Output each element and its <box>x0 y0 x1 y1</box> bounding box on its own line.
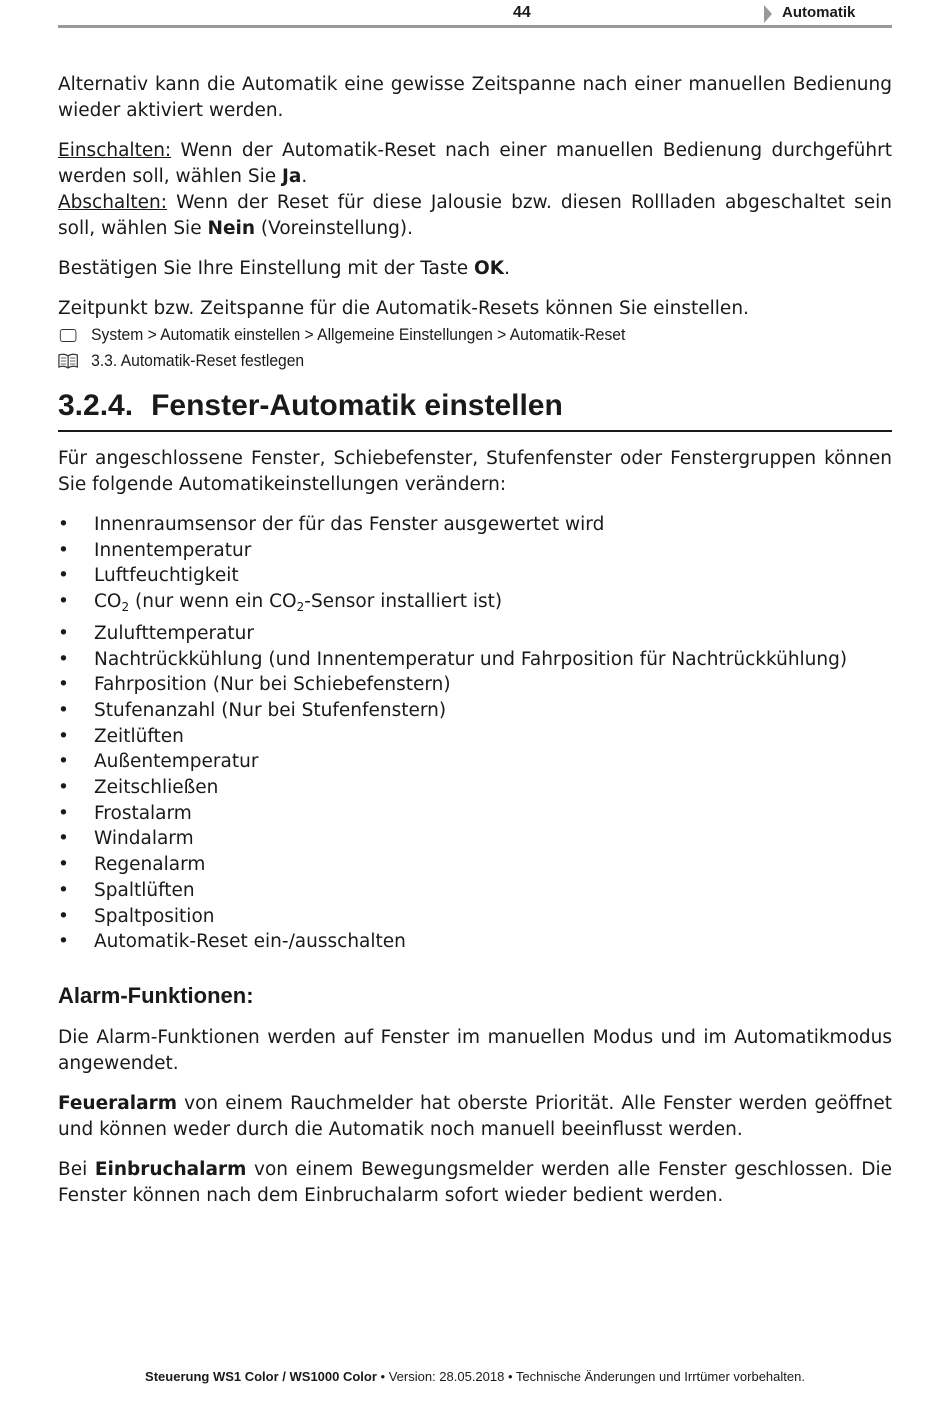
page-footer <box>0 1369 950 1384</box>
einschalten-label: Einschalten: <box>58 140 172 161</box>
list-item: • Zeitschließen <box>58 777 219 799</box>
list-item: • Luftfeuchtigkeit <box>58 565 239 587</box>
burglary-alarm-paragraph <box>58 1157 892 1209</box>
einschalten-text: Wenn der Automatik-Reset nach einer manuellen Bedienung durchgeführt werden soll, wählen Sie <box>58 140 892 187</box>
ja-value: Ja <box>282 166 302 187</box>
list-item: • Windalarm <box>58 828 194 850</box>
confirm-text: Bestätigen Sie Ihre Einstellung mit der Taste <box>58 258 475 279</box>
page-content <box>58 72 892 1209</box>
intro-paragraph: Alternativ kann die Automatik eine gewisse Zeitspanne nach einer manuellen Bedienung wieder aktiviert werden. <box>58 74 892 121</box>
list-item: • Automatik-Reset ein-/ausschalten <box>58 931 406 953</box>
settings-list <box>58 512 892 955</box>
list-item: • Spaltposition <box>58 905 215 927</box>
footer-text: • Version: 28.05.2018 • Technische Änderungen und Irrtümer vorbehalten. <box>376 1369 805 1384</box>
section-intro: Für angeschlossene Fenster, Schiebefenster, Stufenfenster oder Fenstergruppen können Sie folgende Automatikeinstellungen verändern: <box>58 448 892 495</box>
confirm-paragraph <box>58 256 892 282</box>
fire-alarm-text: von einem Rauchmelder hat oberste Priorität. Alle Fenster werden geöffnet und können weder durch die Automatik noch manuell beeinflusst werden. <box>58 1092 892 1140</box>
menu-path: System > Automatik einstellen > Allgemeine Einstellungen > Automatik-Reset <box>91 325 626 344</box>
page-header <box>58 0 892 28</box>
list-item: • Nachtrückkühlung (und Innentemperatur und Fahrposition für Nachtrückkühlung) <box>58 648 848 670</box>
alarm-intro: Die Alarm-Funktionen werden auf Fenster im manuellen Modus und im Automatikmodus angewendet. <box>58 1026 892 1074</box>
nein-value: Nein <box>207 218 256 239</box>
list-item: • Außentemperatur <box>58 751 259 773</box>
section-heading <box>58 386 892 432</box>
einschalten-paragraph <box>58 138 892 190</box>
book-ref <box>58 348 887 374</box>
einschalten-end: . <box>301 166 308 187</box>
footer-product: Steuerung WS1 Color / WS1000 Color <box>145 1369 377 1384</box>
abschalten-text: Wenn der Reset für diese Jalousie bzw. diesen Rollladen abgeschaltet sein soll, wählen Sie <box>58 192 892 239</box>
section-number: 3.2.4. <box>58 389 134 422</box>
abschalten-paragraph <box>58 190 892 242</box>
list-item: • Regenalarm <box>58 854 206 876</box>
book-ref-text: 3.3. Automatik-Reset festlegen <box>91 351 305 370</box>
list-item: • Spaltlüften <box>58 879 195 901</box>
fire-alarm-paragraph <box>58 1091 892 1143</box>
open-book-icon <box>58 353 78 369</box>
header-section-title: Automatik <box>782 4 856 21</box>
list-item-co2: • $CO_2$ (nur wenn ein $CO_2$-Sensor installiert ist) <box>58 591 503 615</box>
alarm-heading: Alarm-Funktionen: <box>58 982 254 1008</box>
burglary-alarm-label: Einbruchalarm <box>94 1158 247 1180</box>
page-number: 44 <box>513 4 531 21</box>
section-arrow-icon <box>764 5 772 23</box>
abschalten-end: (Voreinstellung). <box>255 218 413 239</box>
burglary-pre: Bei <box>58 1158 95 1180</box>
section-title: Fenster-Automatik einstellen <box>151 389 563 422</box>
list-item: • Innentemperatur <box>58 539 252 561</box>
list-item: • Fahrposition (Nur bei Schiebefenstern) <box>58 674 451 696</box>
list-item: • Frostalarm <box>58 802 192 824</box>
timing-paragraph: Zeitpunkt bzw. Zeitspanne für die Automatik-Resets können Sie einstellen. <box>58 298 749 319</box>
list-item: • Stufenanzahl (Nur bei Stufenfenstern) <box>58 699 447 721</box>
header-rule <box>58 25 892 28</box>
menu-path-ref <box>58 322 887 348</box>
burglary-alarm-text: von einem Bewegungsmelder werden alle Fenster geschlossen. Die Fenster können nach dem Einbruchalarm sofort wieder bedient werden. <box>58 1158 892 1206</box>
list-item: • Zeitlüften <box>58 725 184 747</box>
fire-alarm-label: Feueralarm <box>58 1092 177 1114</box>
screen-icon <box>58 327 78 343</box>
abschalten-label: Abschalten: <box>58 192 168 213</box>
ok-key: OK <box>474 258 505 279</box>
list-item: • Innenraumsensor der für das Fenster ausgewertet wird <box>58 514 605 535</box>
list-item: • Zulufttemperatur <box>58 622 255 644</box>
confirm-end: . <box>504 258 510 279</box>
